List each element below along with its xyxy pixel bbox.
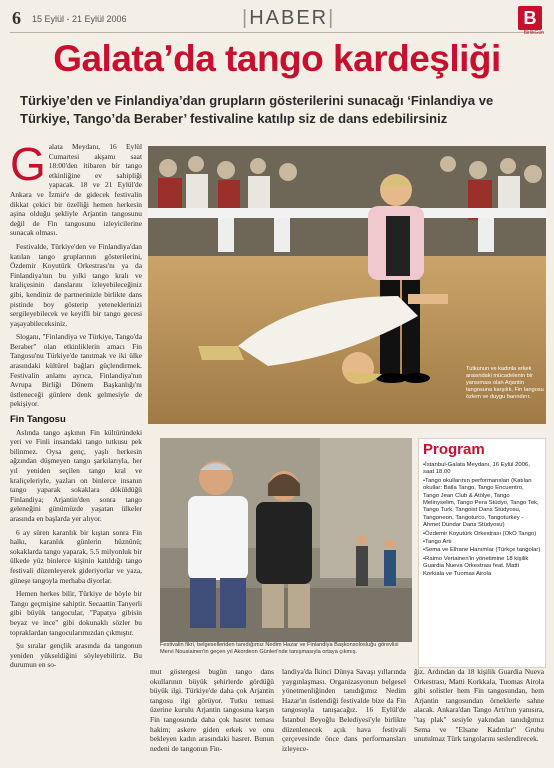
article-column-4: ğiz. Ardından da 18 kişilik Guardia Nueva Orkestrası, Matti Korkkala, Tuomas Airola gibi solistler hem Fin tangosundan, hem Arjantin tangosundan örneklerle sahne alacak. Ankara'dan Tango Artı'nın yanısıra, "taş plak" sesiyle yakından tanıdığımız Sema ve "Elsane Kadınlar" Grubu unutulmaz Türk tangolarını seslendirecek. — [414, 667, 544, 744]
lead-text: alata Meydanı, 16 Eylül Cumartesi akşamı saat 18:00'den itibaren bir tango etkinliğine ev sahipliği yapacak. 18 ve 21 Eylül'de Ankara ve İzmir'e de gidecek festivalin dikkat çekici bir özelliği hemen herkesin aşina olduğu şekliyle Arjantin tangosunu değil de Fin tangosunu izleyicilerine sunacak olması. — [10, 142, 142, 238]
program-item: •Tango Artı — [423, 539, 452, 546]
paragraph: Aslında tango aşkının Fin kültüründeki yeri ve Finli insandaki tango tutkusu pek bilinmez. Oysa genç, yaşlı herkesin ağzından düşmeyen tango şarkılarıyla, her yıl yeniden seçilen tango kral ve kraliçeleriyle, yazları on binlerce insanın tango yaparak sokaklara döküldüğü Finlandiya; Arjantin'den sonra tango geleneğini günümüzde yaşatan ülkeler arasında en başlarda yer alıyor. — [10, 427, 142, 523]
paragraph: 6 ay süren karanlık bir kıştan sonra Fin halkı, karanlık günlerin hüznünü; sokaklarda tango yaparak, 5.5 milyonluk bir ülkede yüz binlerce kişinin katıldığı tango festivali düzenleyerek gideriyorlar ve yaza, güneşe tangoyla merhaba diyorlar. — [10, 527, 142, 585]
paragraph: Sloganı, "Finlandiya ve Türkiye, Tango'da Beraber" olan etkinliklerin amacı Fin Tangosu'nu Türkiye'de tanıtmak ve iki ülke arasındaki kültürel bağları güçlendirmek. Festivalin anlamı ayrıca, Finlandiya'nın Avrupa Birliği Dönem Başkanlığı'nı üstleneceği günlere denk gelmesiyle de pekişiyor. — [10, 332, 142, 409]
article-column-2: mut göstergesi bugün tango dans okullarının büyük şehirlerde gördüğü büyük ilgi. Türkiye'de daha çok Arjantin tangosu ilgi görüyor. Tutku temasi üzerine kurulu Arjantin tangosuna karşın Fin tangosunda daha çok hasret teması hakim; askere giden erkek ve onu bekleyen kadın arasındaki hasret. Bunun nedeni de tangonun Fin- — [150, 667, 274, 753]
paragraph: Festivalde, Türkiye'den ve Finlandiya'dan katılan tango gruplarının gösterilerini, Özdemir Koyutürk Orkestrası'nı ya da Finlandiya'nın bu yılki tango kralı ve kraliçesinin danslarını izleyebileceğiniz gibi, kendiniz de partnerinizle birlikte dans pistinde boy gösterip yeteneklerinizi sergileyebilecek ve keyifli bir tango gecesi yaşayabileceksiniz. — [10, 241, 142, 328]
program-item: •Tango okullarının performansları (Katılan okullar: Baila Tango, Tango Encuentro, Tango Jean Club & Atölye, Tango Melinyselim, Tango Pera Stüdyo, Tango Tek, Tango Turk, Tangoist Dans Stüdyosu, Tangoneon, Tangoturco, Tangoturkey - Ahmet Dündar Dans Stüdyosu) — [423, 477, 539, 529]
photo1-caption: Tutkunun ve kadınla erkek arasındaki mücadelenin bir yansıması olan Arjantin tangosuna karşılık, Fin tangosu özlem ve duygu barındırır. — [466, 366, 544, 400]
photo2-caption: Festivalin fikri, belgeselleriden tanıdığımız Nedim Hazar ve Finlandiya Başkonsolosluğu görevlisi Mervi Nousiainen'in geçen yıl Akordeon Günleri'nde tanışmasıyla ortaya çıkmış. — [160, 642, 399, 655]
program-item: •Sema ve Elhane Hanımlar (Türkçe tangolar) — [423, 547, 541, 554]
subheadline: Türkiye’den ve Finlandiya’dan grupların gösterilerini sunacağı ‘Finlandiya ve Türkiye, Tango’da Beraber’ festivaline katılıp siz de dans edebilirsiniz — [20, 93, 494, 126]
dropcap: G — [10, 142, 46, 190]
lead-paragraph — [10, 142, 142, 238]
subheading-fin-tangosu: Fin Tangosu — [10, 414, 66, 426]
section-label: HABER — [249, 7, 329, 29]
paragraph: Hemen herkes bilir, Türkiye de böyle bir Tango geçmişine sahiptir. Secaattin Tanyerli gibi büyük tangocular, "Papatya gibisin beyaz ve ince" gibi dokunaklı sözler bu topraklardan tangocularımızdan çıkmıştır. — [10, 589, 142, 637]
program-item: •İstanbul-Galata Meydanı, 16 Eylül 2006, saat 18.00 — [423, 462, 530, 476]
page-header — [10, 6, 544, 36]
logo-subtitle: BirlikGün — [523, 30, 544, 36]
program-item: •Özdemir Koyutürk Orkestrası (OkO Tango) — [423, 530, 537, 537]
program-title: Program — [423, 441, 485, 458]
article-column-3: landiya'da İkinci Dünya Savaşı yıllarında yaygınlaşması. Organizasyonun belgesel yönetmenliğinden tanıdığımız Nedim Hazar'ın üstlendiği festivalde bize da Fin tangosuyla tanışacağız. 16 Eylül'de İstanbul Beyoğlu Belediyesi'yle birlikte düzenlenecek açık hava festivali çerçevesinde önce dans performansları izleyece- — [282, 667, 406, 753]
paragraph: Şu sıralar gençlik arasında da tangonun yeniden yükseldiğini söyleyebiliriz. Bu durumun en so- — [10, 641, 142, 670]
newspaper-logo: B — [518, 6, 542, 30]
section-title: |HABER| — [242, 7, 336, 29]
article-column-1 — [10, 142, 142, 762]
organizers-illustration — [160, 438, 412, 642]
issue-date: 15 Eylül - 21 Eylül 2006 — [32, 14, 127, 24]
organizers-photo — [160, 438, 412, 642]
page-number: 6 — [12, 8, 21, 28]
program-box — [418, 438, 546, 668]
headline: Galata’da tango kardeşliği — [53, 38, 501, 79]
program-item: •Raimo Vertainen'in yönetimine 18 kişilik Guardia Nueva Orkestrası feat. Matti Korkiala ve Tuomas Airola — [423, 555, 529, 577]
